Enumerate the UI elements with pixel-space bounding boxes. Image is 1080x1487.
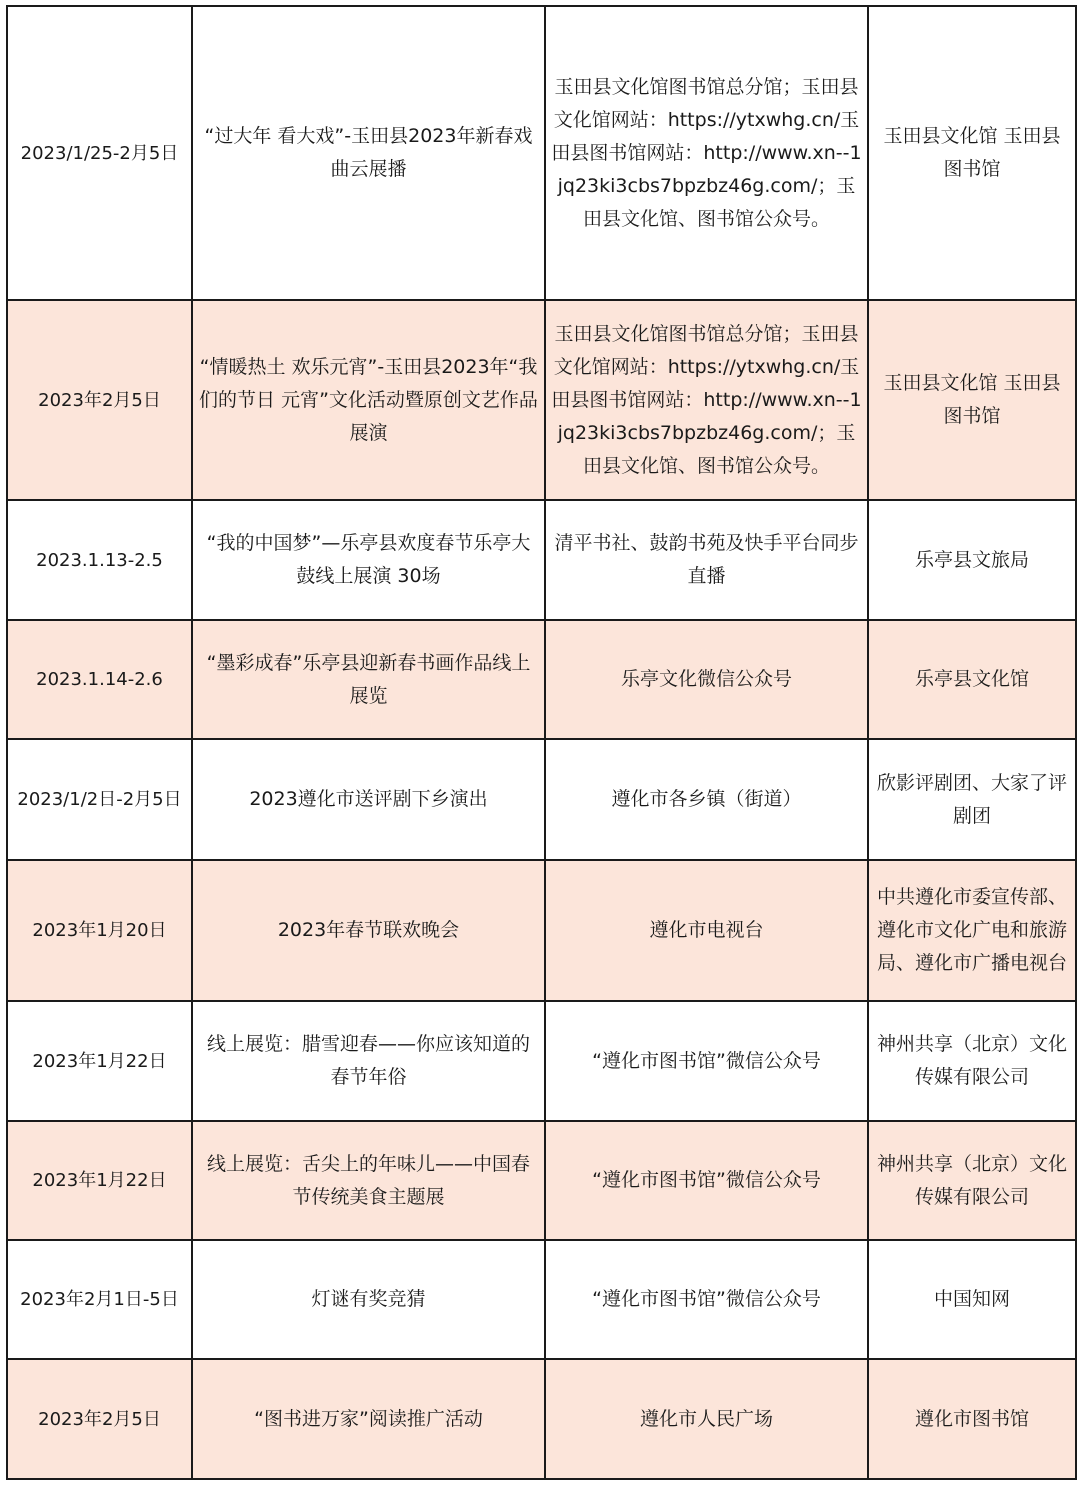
date-cell: 2023年1月22日 xyxy=(7,1001,192,1121)
date-cell: 2023/1/25-2月5日 xyxy=(7,6,192,300)
activity-cell: 线上展览：腊雪迎春——你应该知道的春节年俗 xyxy=(192,1001,545,1121)
date-cell: 2023年2月5日 xyxy=(7,300,192,500)
organizer-cell: 中共遵化市委宣传部、遵化市文化广电和旅游局、遵化市广播电视台 xyxy=(868,860,1076,1001)
venue-cell: 乐亭文化微信公众号 xyxy=(545,620,868,739)
date-cell: 2023年1月22日 xyxy=(7,1121,192,1240)
organizer-cell: 中国知网 xyxy=(868,1240,1076,1359)
events-table xyxy=(6,5,1077,1480)
venue-cell: “遵化市图书馆”微信公众号 xyxy=(545,1001,868,1121)
venue-cell: “遵化市图书馆”微信公众号 xyxy=(545,1121,868,1240)
date-cell: 2023/1/2日-2月5日 xyxy=(7,739,192,860)
organizer-cell: 玉田县文化馆 玉田县图书馆 xyxy=(868,6,1076,300)
organizer-cell: 玉田县文化馆 玉田县图书馆 xyxy=(868,300,1076,500)
venue-cell: 玉田县文化馆图书馆总分馆；玉田县文化馆网站：https://ytxwhg.cn/玉田县图书馆网站：http://www.xn--1jq23ki3cbs7bpzbz46g.com/；玉田县文化馆、图书馆公众号。 xyxy=(545,300,868,500)
venue-cell: 遵化市各乡镇（街道） xyxy=(545,739,868,860)
date-cell: 2023年1月20日 xyxy=(7,860,192,1001)
venue-cell: 清平书社、鼓韵书苑及快手平台同步直播 xyxy=(545,500,868,620)
venue-cell: 玉田县文化馆图书馆总分馆；玉田县文化馆网站：https://ytxwhg.cn/玉田县图书馆网站：http://www.xn--1jq23ki3cbs7bpzbz46g.com/；玉田县文化馆、图书馆公众号。 xyxy=(545,6,868,300)
activity-cell: 2023年春节联欢晚会 xyxy=(192,860,545,1001)
table-row xyxy=(7,1240,1076,1359)
table-row xyxy=(7,620,1076,739)
table-row xyxy=(7,1359,1076,1479)
organizer-cell: 乐亭县文化馆 xyxy=(868,620,1076,739)
activity-cell: “过大年 看大戏”-玉田县2023年新春戏曲云展播 xyxy=(192,6,545,300)
organizer-cell: 欣影评剧团、大家了评剧团 xyxy=(868,739,1076,860)
venue-cell: 遵化市人民广场 xyxy=(545,1359,868,1479)
table-row xyxy=(7,860,1076,1001)
date-cell: 2023年2月5日 xyxy=(7,1359,192,1479)
table-row xyxy=(7,500,1076,620)
organizer-cell: 乐亭县文旅局 xyxy=(868,500,1076,620)
organizer-cell: 神州共享（北京）文化传媒有限公司 xyxy=(868,1121,1076,1240)
activity-cell: “情暖热土 欢乐元宵”-玉田县2023年“我们的节日 元宵”文化活动暨原创文艺作品展演 xyxy=(192,300,545,500)
table-row xyxy=(7,1121,1076,1240)
activity-cell: 灯谜有奖竞猜 xyxy=(192,1240,545,1359)
table-row xyxy=(7,1001,1076,1121)
activity-cell: 线上展览：舌尖上的年味儿——中国春节传统美食主题展 xyxy=(192,1121,545,1240)
date-cell: 2023年2月1日-5日 xyxy=(7,1240,192,1359)
organizer-cell: 遵化市图书馆 xyxy=(868,1359,1076,1479)
organizer-cell: 神州共享（北京）文化传媒有限公司 xyxy=(868,1001,1076,1121)
date-cell: 2023.1.13-2.5 xyxy=(7,500,192,620)
venue-cell: 遵化市电视台 xyxy=(545,860,868,1001)
activity-cell: “墨彩成春”乐亭县迎新春书画作品线上展览 xyxy=(192,620,545,739)
activity-cell: “我的中国梦”—乐亭县欢度春节乐亭大鼓线上展演 30场 xyxy=(192,500,545,620)
activity-cell: “图书进万家”阅读推广活动 xyxy=(192,1359,545,1479)
table-row xyxy=(7,300,1076,500)
venue-cell: “遵化市图书馆”微信公众号 xyxy=(545,1240,868,1359)
table-row xyxy=(7,6,1076,300)
table-row xyxy=(7,739,1076,860)
activity-cell: 2023遵化市送评剧下乡演出 xyxy=(192,739,545,860)
date-cell: 2023.1.14-2.6 xyxy=(7,620,192,739)
